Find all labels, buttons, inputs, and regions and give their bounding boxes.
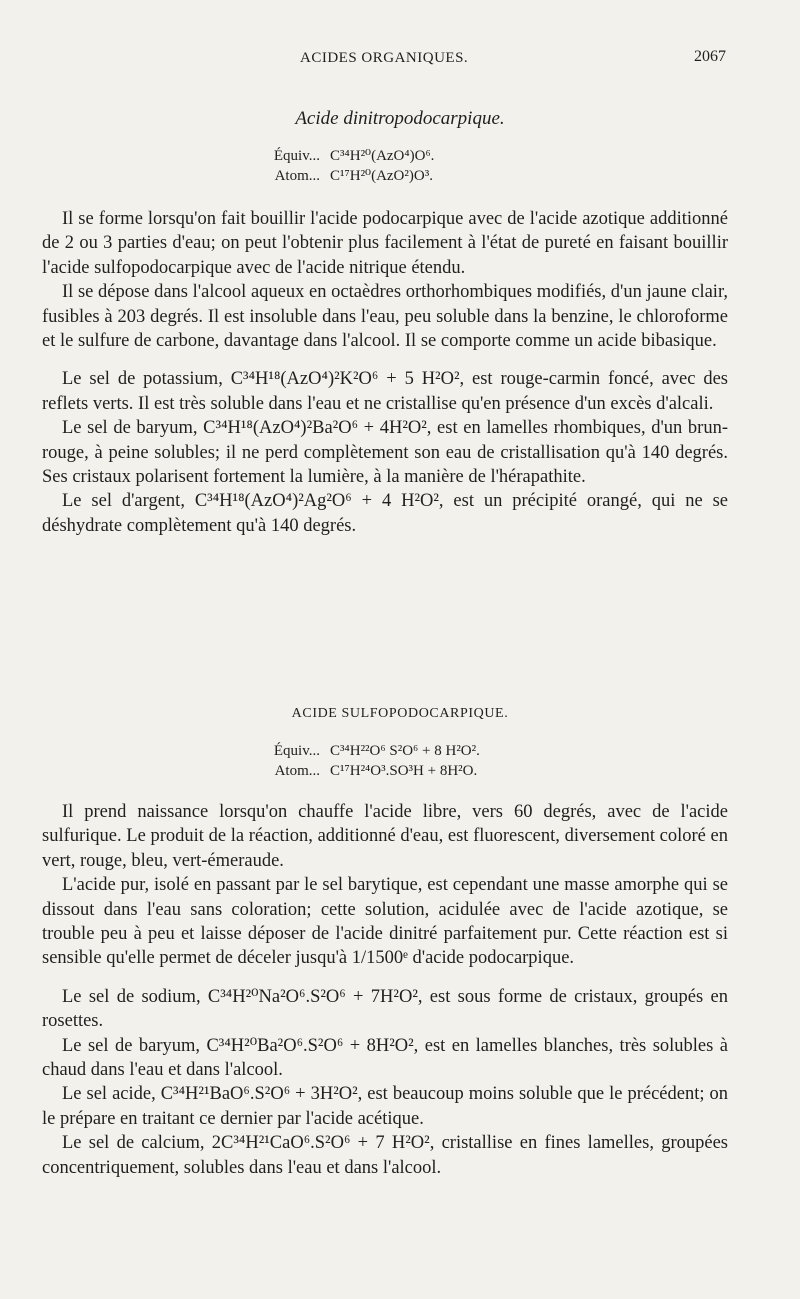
formula-label: Atom... <box>274 168 320 184</box>
formula-row <box>0 761 800 781</box>
running-title: ACIDES ORGANIQUES. <box>300 50 469 66</box>
formula-value: C¹⁷H²⁴O³.SO³H + 8H²O. <box>330 763 478 779</box>
formula-value: C³⁴H²²O⁶ S²O⁶ + 8 H²O². <box>330 743 480 759</box>
formula-row <box>0 146 800 166</box>
formula-row <box>0 166 800 186</box>
formula-label: Atom... <box>274 763 320 779</box>
formula-value: C¹⁷H²⁰(AzO²)O³. <box>330 168 433 184</box>
section-title-dinitro: Acide dinitropodocarpique. <box>295 108 505 129</box>
paragraph: Le sel de baryum, C³⁴H²⁰Ba²O⁶.S²O⁶ + 8H²O², est en lamelles blanches, très solubles à chaud dans l'eau et dans l'alcool. <box>42 1035 728 1081</box>
formula-label: Équiv... <box>273 148 320 164</box>
paragraph: Le sel acide, C³⁴H²¹BaO⁶.S²O⁶ + 3H²O², est beaucoup moins soluble que le précédent; on le prépare en traitant ce dernier par l'acide acétique. <box>42 1084 728 1129</box>
formula-label: Équiv... <box>273 743 320 759</box>
page-number: 2067 <box>694 48 726 65</box>
paragraph: Il prend naissance lorsqu'on chauffe l'acide libre, vers 60 degrés, avec de l'acide sulfurique. Le produit de la réaction, additionné d'eau, est fluorescent, diversement coloré en vert, rouge, bleu, vert-émeraude. <box>42 802 728 871</box>
paragraph: Il se dépose dans l'alcool aqueux en octaèdres orthorhombiques modifiés, d'un jaune clair, fusibles à 203 degrés. Il est insoluble dans l'eau, peu soluble dans la benzine, le chloroforme et le sulfure de carbone, davantage dans l'alcool. Il se comporte comme un acide bibasique. <box>42 282 728 352</box>
paragraph: Le sel d'argent, C³⁴H¹⁸(AzO⁴)²Ag²O⁶ + 4 H²O², est un précipité orangé, qui ne se déshydrate complètement qu'à 140 degrés. <box>42 491 728 536</box>
section-title-sulfo: ACIDE SULFOPODOCARPIQUE. <box>291 706 509 721</box>
body-text-sulfo <box>42 800 728 1180</box>
formula-value: C³⁴H²⁰(AzO⁴)O⁶. <box>330 148 435 164</box>
formula-block-sulfo <box>0 741 800 781</box>
body-text-dinitro <box>42 207 728 538</box>
paragraph: L'acide pur, isolé en passant par le sel barytique, est cependant une masse amorphe qui se dissout dans l'eau sans coloration; cette solution, acidulée avec de l'acide azotique, se trouble peu à peu et laisse déposer de l'acide dinitré parfaitement pur. Cette réaction est si sensible qu'elle permet de déceler jusqu'à 1/1500ᵉ d'acide podocarpique. <box>42 875 728 969</box>
paragraph: Il se forme lorsqu'on fait bouillir l'acide podocarpique avec de l'acide azotique additionné de 2 ou 3 parties d'eau; on peut l'obtenir plus facilement à l'état de pureté en faisant bouillir l'acide sulfopodocarpique avec de l'acide nitrique étendu. <box>42 209 728 278</box>
paragraph: Le sel de sodium, C³⁴H²⁰Na²O⁶.S²O⁶ + 7H²O², est sous forme de cristaux, groupés en rosettes. <box>42 986 728 1032</box>
paragraph: Le sel de potassium, C³⁴H¹⁸(AzO⁴)²K²O⁶ + 5 H²O², est rouge-carmin foncé, avec des reflets verts. Il est très soluble dans l'eau et ne cristallise qu'en présence d'un excès d'alcali. <box>42 369 728 414</box>
paragraph: Le sel de baryum, C³⁴H¹⁸(AzO⁴)²Ba²O⁶ + 4H²O², est en lamelles rhombiques, d'un brun-rouge, à peine solubles; il ne perd complètement son eau de cristallisation qu'à 140 degrés. Ses cristaux polarisent fortement la lumière, à la manière de l'hérapathite. <box>42 418 728 488</box>
formula-row <box>0 741 800 761</box>
formula-block-dinitro <box>0 146 800 186</box>
paragraph: Le sel de calcium, 2C³⁴H²¹CaO⁶.S²O⁶ + 7 H²O², cristallise en fines lamelles, groupées concentriquement, solubles dans l'eau et dans l'alcool. <box>42 1133 728 1178</box>
